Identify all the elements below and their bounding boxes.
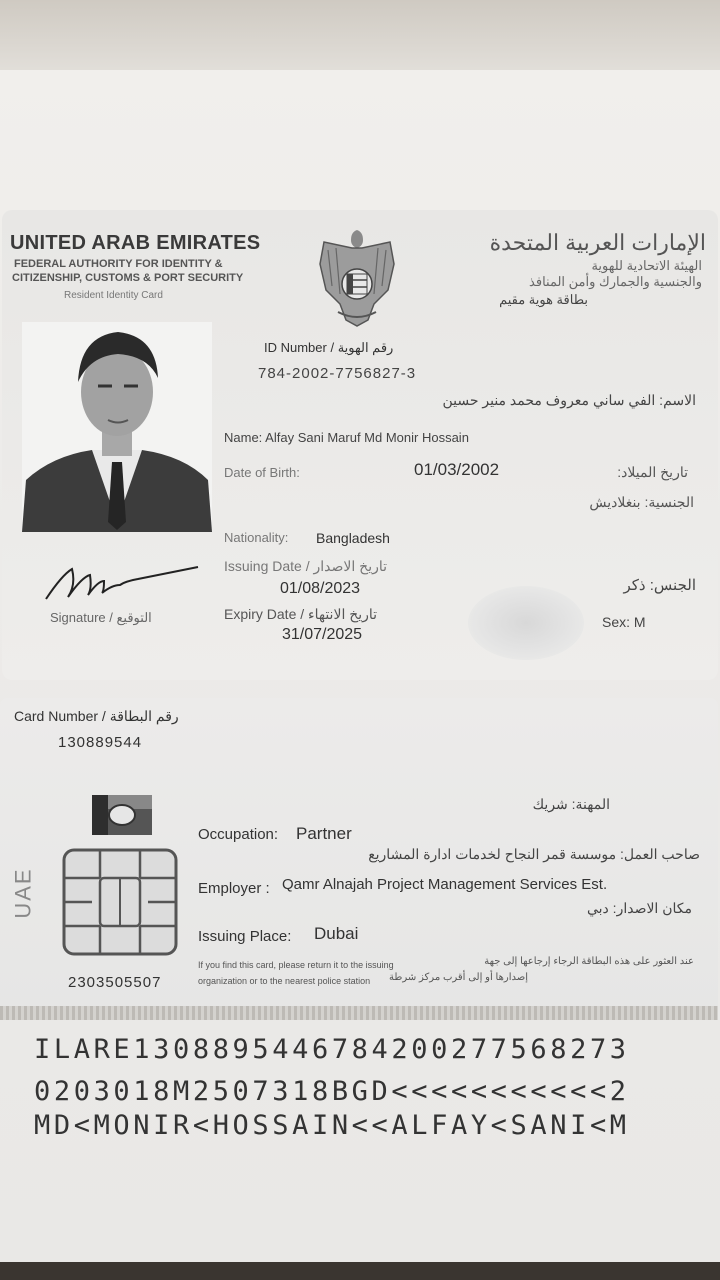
return-notice-arabic-line-2: إصدارها أو إلى أقرب مركز شرطة (389, 972, 528, 983)
issuing-date-label: Issuing Date / تاريخ الاصدار (224, 558, 388, 574)
table-edge (0, 1262, 720, 1280)
authority-line-1-arabic: الهيئة الاتحادية للهوية (591, 258, 702, 273)
holder-name: Name: Alfay Sani Maruf Md Monir Hossain (224, 430, 469, 445)
id-number: 784-2002-7756827-3 (258, 365, 417, 382)
gender-arabic: الجنس: ذكر (623, 577, 696, 594)
card-number-label: Card Number / رقم البطاقة (14, 708, 179, 724)
card-edge-strip (0, 1006, 718, 1020)
country-title-arabic: الإمارات العربية المتحدة (489, 230, 706, 255)
background-surface (0, 0, 720, 80)
holder-photo (22, 322, 212, 532)
sex: Sex: M (602, 614, 646, 630)
employer: Qamr Alnajah Project Management Services Est. (282, 876, 608, 893)
employer-label: Employer : (198, 880, 270, 897)
occupation-arabic: المهنة: شريك (532, 796, 610, 812)
authority-line-2: CITIZENSHIP, CUSTOMS & PORT SECURITY (12, 272, 244, 284)
issuing-date: 01/08/2023 (280, 580, 361, 597)
return-notice-line-1: If you find this card, please return it to the issuing (198, 960, 394, 970)
expiry-date-label: Expiry Date / تاريخ الانتهاء (224, 606, 378, 622)
date-of-birth: 01/03/2002 (414, 460, 500, 479)
eagle-emblem-icon (316, 224, 398, 332)
country-title: UNITED ARAB EMIRATES (10, 232, 261, 254)
issuing-place-arabic: مكان الاصدار: دبي (586, 900, 692, 916)
smart-chip-icon (62, 848, 178, 956)
chip-serial-number: 2303505507 (68, 974, 162, 991)
nationality-arabic: الجنسية: بنغلاديش (589, 494, 694, 510)
employer-arabic: صاحب العمل: موسسة قمر النجاح لخدمات ادارة المشاريع (368, 846, 700, 862)
holder-name-arabic: الاسم: الفي ساني معروف محمد منير حسين (442, 392, 696, 408)
authority-line-2-arabic: والجنسية والجمارك وأمن المنافذ (529, 274, 702, 289)
holder-signature (42, 555, 202, 605)
nationality-label: Nationality: (224, 530, 289, 545)
ghost-photo (468, 586, 584, 660)
return-notice-arabic-line-1: عند العثور على هذه البطاقة الرجاء إرجاعها إلى جهة (484, 956, 694, 967)
signature-label: Signature / التوقيع (50, 610, 152, 625)
card-type-arabic: بطاقة هوية مقيم (499, 292, 588, 307)
mrz-line-3: MD<MONIR<HOSSAIN<<ALFAY<SANI<M (34, 1110, 630, 1141)
card-number: 130889544 (58, 734, 143, 751)
mrz-line-1: ILARE1308895446784200277568273 (34, 1034, 630, 1065)
return-notice-line-2: organization or to the nearest police station (198, 976, 371, 986)
id-number-label: ID Number / رقم الهوية (264, 340, 394, 355)
issuing-place: Dubai (314, 924, 359, 943)
nationality: Bangladesh (316, 530, 390, 546)
occupation: Partner (296, 824, 352, 843)
side-country-code: UAE (10, 867, 36, 919)
dob-label: Date of Birth: (224, 465, 300, 480)
uae-flag-icon (92, 795, 152, 835)
expiry-date: 31/07/2025 (282, 626, 363, 643)
dob-label-arabic: تاريخ الميلاد: (617, 464, 688, 480)
card-type: Resident Identity Card (64, 290, 163, 301)
mrz-line-2: 0203018M2507318BGD<<<<<<<<<<<2 (34, 1076, 630, 1107)
authority-line-1: FEDERAL AUTHORITY FOR IDENTITY & (14, 258, 223, 270)
id-card-back (0, 698, 718, 1018)
issuing-place-label: Issuing Place: (198, 928, 292, 945)
id-card-front (2, 210, 718, 680)
occupation-label: Occupation: (198, 826, 279, 843)
